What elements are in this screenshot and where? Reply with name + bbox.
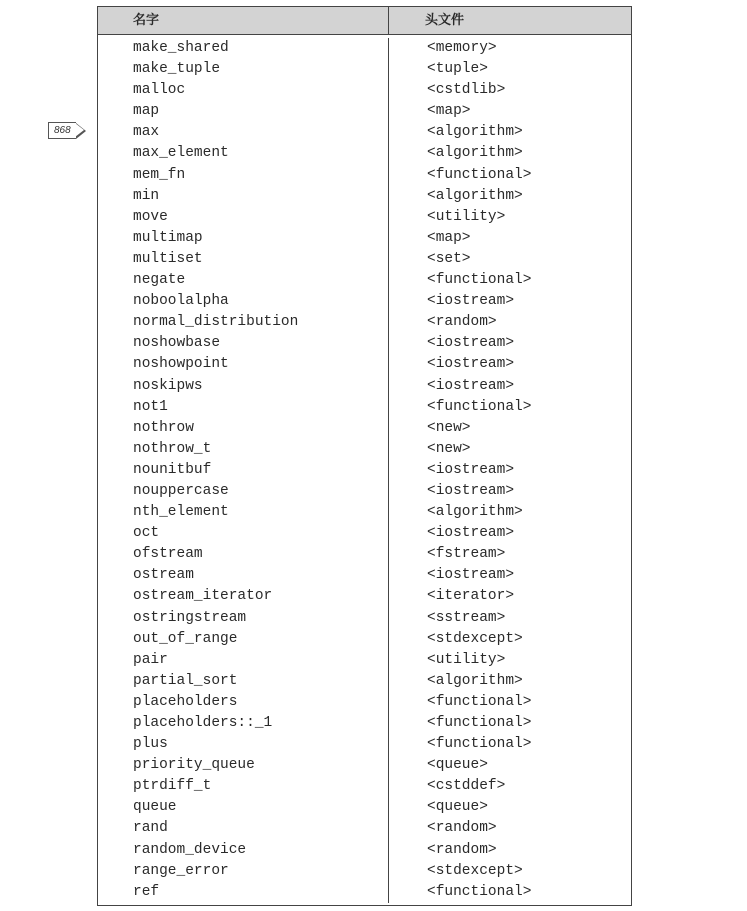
table-row [98,439,631,460]
column-header-file: 头文件 [425,13,465,28]
cell-name: malloc [98,80,389,101]
cell-name: min [98,186,389,207]
cell-name: max_element [98,143,389,164]
cell-header-file: <stdexcept> [427,630,523,647]
cell-name: nth_element [98,502,389,523]
table-row [98,101,631,122]
cell-name: pair [98,650,389,671]
table-row [98,861,631,882]
cell-name: nothrow [98,418,389,439]
cell-name: map [98,101,389,122]
table-row [98,629,631,650]
table-row [98,270,631,291]
cell-name: max [98,122,389,143]
table-row [98,840,631,861]
cell-name: nounitbuf [98,460,389,481]
cell-name: partial_sort [98,671,389,692]
table-row [98,818,631,839]
table-row [98,80,631,101]
table-row [98,59,631,80]
cell-header-file: <algorithm> [427,672,523,689]
cell-name: ptrdiff_t [98,776,389,797]
column-header-name: 名字 [98,7,389,34]
cell-header-file: <utility> [427,208,506,225]
cell-name: ostringstream [98,608,389,629]
table-row [98,608,631,629]
cell-header-file: <random> [427,841,497,858]
cell-header-file: <iostream> [427,293,515,310]
cell-name: mem_fn [98,165,389,186]
cell-header-file: <iostream> [427,377,515,394]
table-row [98,797,631,818]
table-row [98,755,631,776]
cell-header-file: <iostream> [427,335,515,352]
cell-name: placeholders [98,692,389,713]
cell-header-file: <queue> [427,757,488,774]
table-row [98,481,631,502]
cell-header-file: <iostream> [427,567,515,584]
cell-header-file: <map> [427,229,471,246]
table-row [98,882,631,903]
cell-name: noshowpoint [98,354,389,375]
cell-name: priority_queue [98,755,389,776]
cell-header-file: <fstream> [427,546,506,563]
cell-header-file: <iterator> [427,588,515,605]
table-row [98,291,631,312]
cell-header-file: <functional> [427,166,532,183]
cell-header-file: <algorithm> [427,145,523,162]
cell-header-file: <functional> [427,272,532,289]
cell-header-file: <utility> [427,651,506,668]
cell-name: negate [98,270,389,291]
table-row [98,502,631,523]
table-row [98,249,631,270]
cell-header-file: <iostream> [427,356,515,373]
cell-name: nothrow_t [98,439,389,460]
cell-name: nouppercase [98,481,389,502]
cell-header-file: <functional> [427,398,532,415]
table-row [98,312,631,333]
cell-header-file: <stdexcept> [427,862,523,879]
name-header-table [97,6,632,906]
table-row [98,418,631,439]
cell-name: queue [98,797,389,818]
cell-name: range_error [98,861,389,882]
table-row [98,713,631,734]
cell-name: multimap [98,228,389,249]
cell-name: placeholders::_1 [98,713,389,734]
cell-header-file: <cstdlib> [427,82,506,99]
cell-header-file: <functional> [427,693,532,710]
table-row [98,228,631,249]
cell-name: rand [98,818,389,839]
table-row [98,207,631,228]
cell-name: ostream [98,565,389,586]
table-row [98,122,631,143]
table-row [98,544,631,565]
page-number-marker [48,122,86,139]
cell-header-file: <memory> [427,40,497,56]
cell-header-file: <set> [427,250,471,267]
cell-name: move [98,207,389,228]
cell-name: not1 [98,397,389,418]
cell-header-file: <new> [427,440,471,457]
cell-name: make_shared [98,38,389,59]
cell-header-file: <iostream> [427,461,515,478]
table-row [98,186,631,207]
table-row [98,523,631,544]
cell-name: noboolalpha [98,291,389,312]
cell-header-file: <functional> [427,883,532,900]
cell-header-file: <iostream> [427,525,515,542]
cell-name: random_device [98,840,389,861]
table-row [98,460,631,481]
table-row [98,38,631,59]
cell-name: out_of_range [98,629,389,650]
cell-name: multiset [98,249,389,270]
cell-header-file: <random> [427,314,497,331]
cell-name: ofstream [98,544,389,565]
cell-header-file: <cstddef> [427,778,506,795]
cell-header-file: <algorithm> [427,187,523,204]
table-row [98,397,631,418]
table-row [98,586,631,607]
table-row [98,333,631,354]
cell-name: noshowbase [98,333,389,354]
cell-header-file: <tuple> [427,61,488,78]
cell-header-file: <sstream> [427,609,506,626]
cell-name: oct [98,523,389,544]
cell-header-file: <algorithm> [427,124,523,141]
cell-header-file: <iostream> [427,482,515,499]
cell-name: noskipws [98,376,389,397]
cell-header-file: <algorithm> [427,504,523,521]
table-row [98,376,631,397]
table-row [98,143,631,164]
table-row [98,354,631,375]
cell-header-file: <functional> [427,715,532,731]
cell-header-file: <map> [427,103,471,120]
table-row [98,671,631,692]
cell-header-file: <functional> [427,736,532,753]
cell-name: ref [98,882,389,903]
page-number: 868 [48,122,76,139]
cell-name: plus [98,734,389,755]
table-row [98,692,631,713]
table-header-row [98,7,631,35]
cell-header-file: <queue> [427,799,488,816]
marker-arrow-icon [76,123,86,139]
table-row [98,776,631,797]
table-row [98,734,631,755]
table-body [98,35,631,905]
table-row [98,165,631,186]
cell-name: normal_distribution [98,312,389,333]
table-row [98,565,631,586]
cell-header-file: <random> [427,820,497,837]
table-row [98,650,631,671]
cell-name: make_tuple [98,59,389,80]
cell-name: ostream_iterator [98,586,389,607]
cell-header-file: <new> [427,419,471,436]
